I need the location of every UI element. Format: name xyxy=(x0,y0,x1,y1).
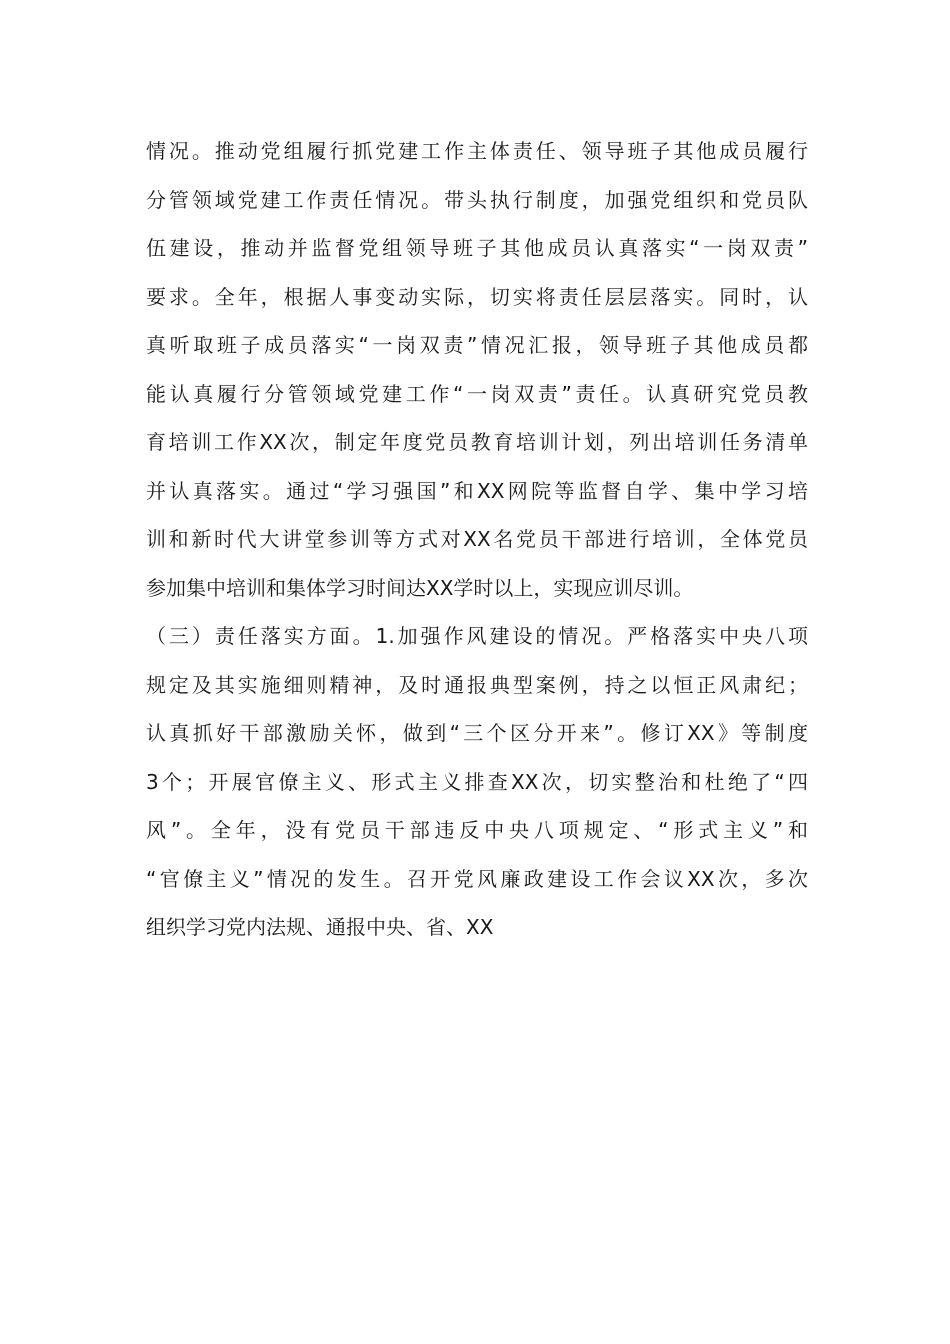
text-line-13: 认真抓好干部激励关怀，做到“三个区分开来”。修订XX》等制度 xyxy=(146,721,808,745)
text-line-17: 组织学习党内法规、通报中央、省、XX xyxy=(146,915,494,939)
text-line-1: 情况。推动党组履行抓党建工作主体责任、领导班子其他成员履行 xyxy=(146,139,808,163)
text-line-7: 育培训工作XX次，制定年度党员教育培训计划，列出培训任务清单 xyxy=(146,430,808,454)
text-line-3: 伍建设，推动并监督党组领导班子其他成员认真落实“一岗双责” xyxy=(146,236,808,260)
text-line-6: 能认真履行分管领域党建工作“一岗双责”责任。认真研究党员教 xyxy=(146,381,808,406)
text-line-15: 风”。全年，没有党员干部违反中央八项规定、“形式主义”和 xyxy=(146,818,808,842)
text-line-4: 要求。全年，根据人事变动实际，切实将责任层层落实。同时，认 xyxy=(146,284,808,309)
text-line-2: 分管领域党建工作责任情况。带头执行制度，加强党组织和党员队 xyxy=(146,187,808,212)
text-line-10: 参加集中培训和集体学习时间达XX学时以上，实现应训尽训。 xyxy=(146,575,694,600)
text-line-5: 真听取班子成员落实“一岗双责”情况汇报，领导班子其他成员都 xyxy=(146,333,808,357)
text-line-9: 训和新时代大讲堂参训等方式对XX名党员干部进行培训，全体党员 xyxy=(146,527,808,551)
text-line-14: 3个；开展官僚主义、形式主义排查XX次，切实整治和杜绝了“四 xyxy=(146,769,808,794)
text-line-11: （三）责任落实方面。1.加强作风建设的情况。严格落实中央八项 xyxy=(146,624,808,648)
text-line-16: “官僚主义”情况的发生。召开党风廉政建设工作会议XX次，多次 xyxy=(146,866,808,891)
text-line-8: 并认真落实。通过“学习强国”和XX网院等监督自学、集中学习培 xyxy=(146,478,808,503)
text-line-12: 规定及其实施细则精神，及时通报典型案例，持之以恒正风肃纪； xyxy=(146,672,808,697)
body-text xyxy=(146,127,808,952)
